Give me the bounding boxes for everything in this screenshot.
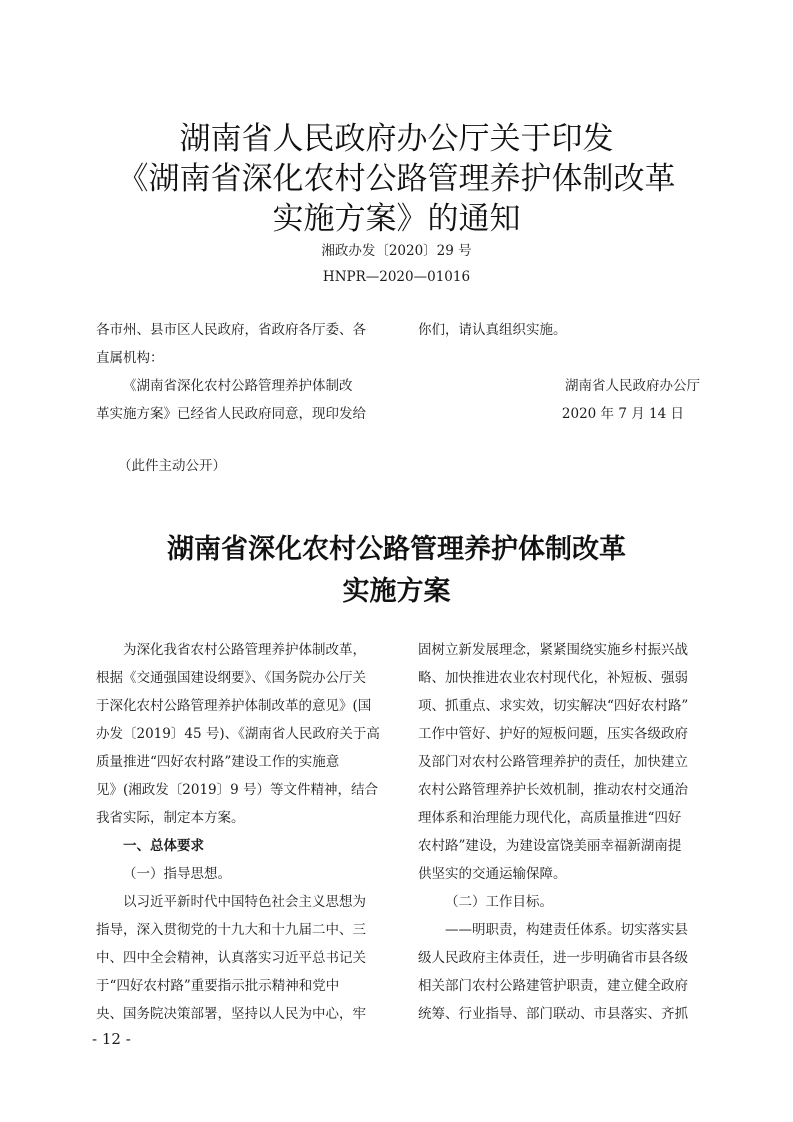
notice-body-line-2: 革实施方案》已经省人民政府同意，现印发给 [96,406,366,422]
plan-left-line: 根据《交通强国建设纲要》、《国务院办公厅关 [96,670,366,686]
plan-left-line: 中、四中全会精神，认真落实习近平总书记关 [96,950,366,966]
notice-left-column [96,316,396,428]
page-number: - 12 - [92,1030,131,1048]
plan-right-line: 级人民政府主体责任，进一步明确省市县各级 [418,950,688,966]
plan-right-line: 工作中管好、护好的短板问题，压实各级政府 [418,726,688,742]
subsection-heading-2: （二）工作目标。 [445,894,553,910]
plan-left-line: 央、国务院决策部署，坚持以人民为中心，牢 [96,1006,366,1022]
plan-left-line: 以习近平新时代中国特色社会主义思想为 [123,894,366,910]
disclosure-note: （此件主动公开） [118,458,226,474]
issuer: 湖南省人民政府办公厅 [565,378,700,394]
plan-title-line-2: 实施方案 [342,576,451,607]
doc-number: 湘政办发〔2020〕29 号 [321,243,472,259]
plan-right-line: 供坚实的交通运输保障。 [418,866,567,882]
subsection-heading-1: （一）指导思想。 [123,866,231,882]
notice-title-line-1: 湖南省人民政府办公厅关于印发 [179,121,614,157]
addressee-line-1: 各市州、县市区人民政府，省政府各厅委、各 [96,322,366,338]
plan-left-line: 于深化农村公路管理养护体制改革的意见》(国 [96,698,372,714]
plan-left-line: 见》(湘政发〔2019〕9 号）等文件精神，结合 [96,782,379,798]
register-number: HNPR—2020—01016 [322,269,471,285]
plan-right-line: 项、抓重点、求实效，切实解决“四好农村路” [418,698,689,714]
notice-title-line-2: 《湖南省深化农村公路管理养护体制改革 [117,161,676,197]
plan-left-line: 质量推进“四好农村路”建设工作的实施意 [96,754,340,770]
notice-body-line-1: 《湖南省深化农村公路管理养护体制改 [123,378,353,394]
plan-right-line: 略、加快推进农业农村现代化，补短板、强弱 [418,670,688,686]
notice-title-line-3: 实施方案》的通知 [272,201,521,237]
plan-right-line: 及部门对农村公路管理养护的责任，加快建立 [418,754,688,770]
plan-left-line: 办发〔2019〕45 号)、《湖南省人民政府关于高 [96,726,380,742]
plan-left-line: 于“四好农村路”重要指示批示精神和党中 [96,978,340,994]
addressee-line-2: 直属机构： [96,350,164,366]
plan-right-line: 相关部门农村公路建管护职责，建立健全政府 [418,978,688,994]
section-heading-1: 一、总体要求 [123,838,204,854]
plan-left-line: 为深化我省农村公路管理养护体制改革， [123,642,366,658]
notice-right-column [418,316,700,428]
plan-right-column [418,636,718,1028]
plan-right-line: 农村公路管理养护长效机制，推动农村交通治 [418,782,688,798]
plan-title-line-1: 湖南省深化农村公路管理养护体制改革 [167,534,626,565]
plan-left-column [96,636,396,1028]
notice-body-line-3: 你们，请认真组织实施。 [418,322,567,338]
plan-right-line: 理体系和治理能力现代化，高质量推进“四好 [418,810,682,826]
plan-left-line: 指导，深入贯彻党的十九大和十九届二中、三 [96,922,366,938]
plan-right-line: 固树立新发展理念，紧紧围绕实施乡村振兴战 [418,642,688,658]
plan-right-line: 农村路”建设，为建设富饶美丽幸福新湖南提 [418,838,682,854]
plan-left-line: 我省实际，制定本方案。 [96,810,245,826]
issue-date: 2020 年 7 月 14 日 [561,406,684,422]
plan-right-line: 统筹、行业指导、部门联动、市县落实、齐抓 [418,1006,688,1022]
plan-right-line: ——明职责，构建责任体系。切实落实县 [445,922,688,938]
